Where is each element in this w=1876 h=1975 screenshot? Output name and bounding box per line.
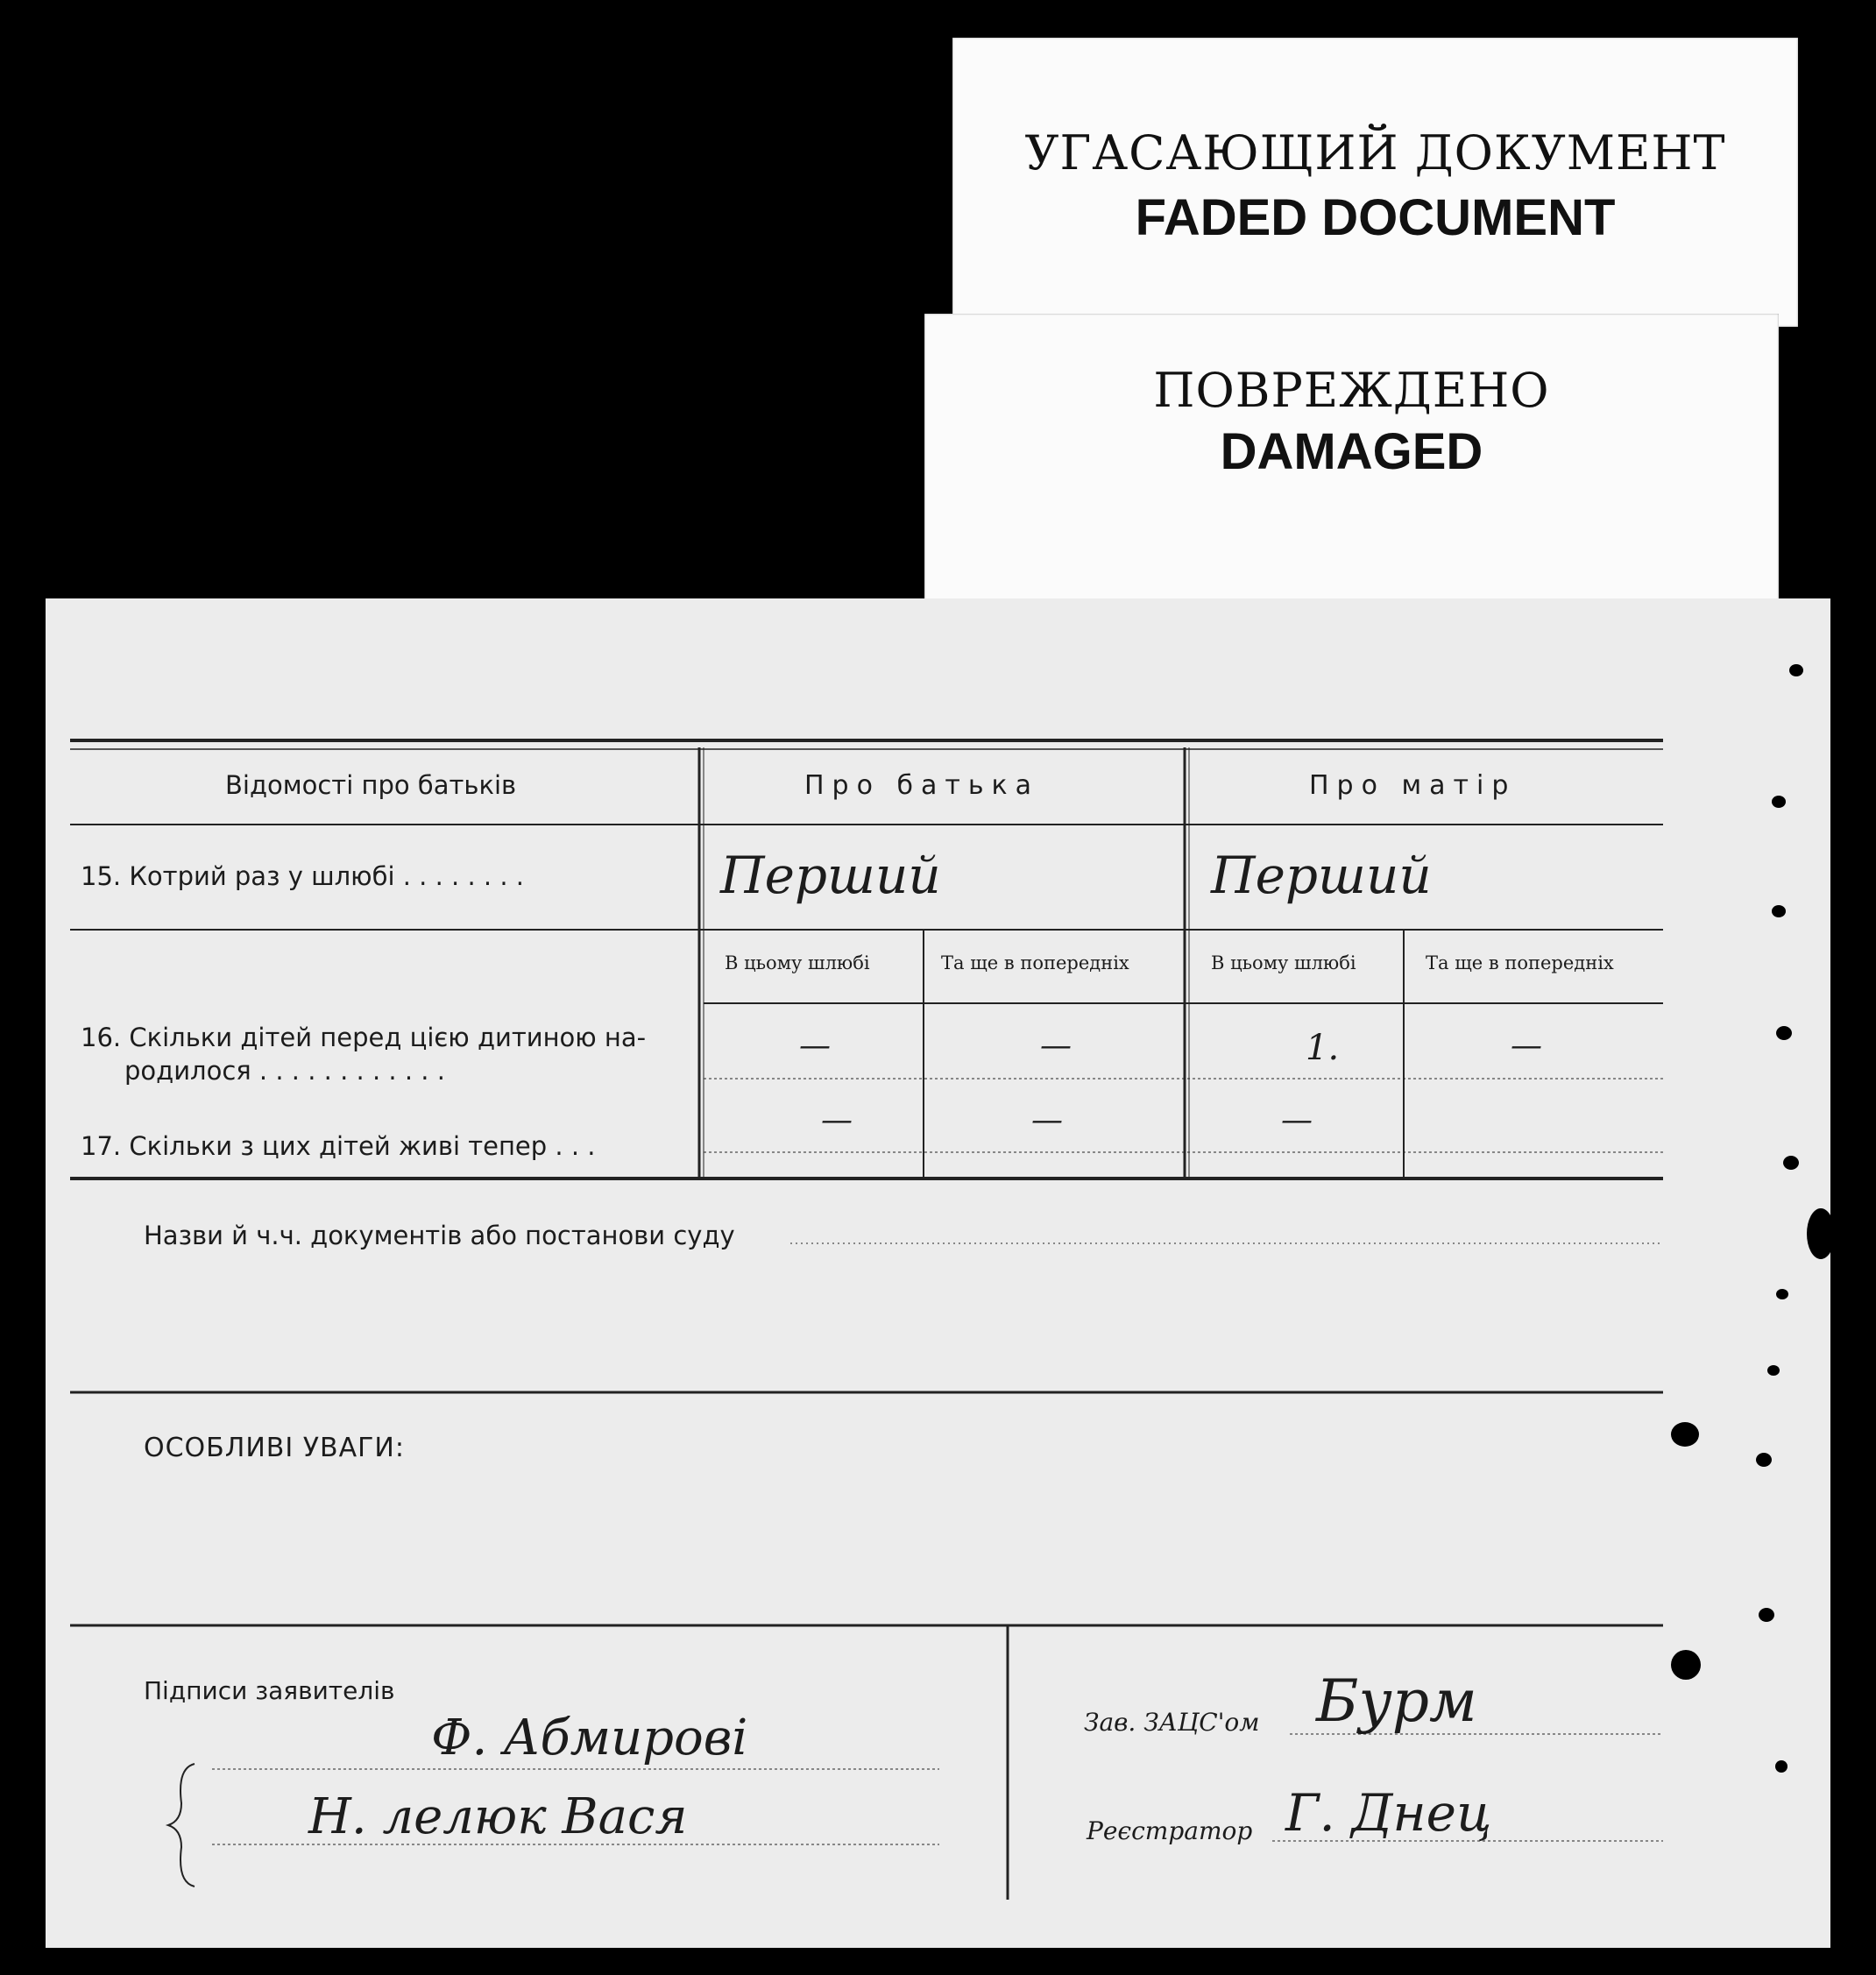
punch-hole bbox=[1776, 1026, 1792, 1040]
punch-hole bbox=[1807, 1208, 1835, 1259]
row16-father-this: — bbox=[799, 1028, 831, 1064]
row17-father-this: — bbox=[821, 1102, 853, 1138]
faded-label-en: FADED DOCUMENT bbox=[1135, 189, 1616, 246]
row15-father-value: Перший bbox=[720, 846, 941, 905]
damaged-label-ru: ПОВРЕЖДЕНО bbox=[1153, 363, 1550, 418]
father-this-marriage: В цьому шлюбі bbox=[725, 952, 870, 973]
registrar-label: Реєстратор bbox=[1087, 1816, 1253, 1845]
father-previous: Та ще в попередніх bbox=[941, 952, 1129, 973]
mother-this-marriage: В цьому шлюбі bbox=[1211, 952, 1356, 973]
row15-mother-value: Перший bbox=[1211, 846, 1432, 905]
punch-hole bbox=[1756, 1453, 1772, 1467]
punch-hole bbox=[1783, 1156, 1799, 1170]
row16-father-prev: — bbox=[1040, 1028, 1072, 1064]
head-registry-signature: Бурм bbox=[1316, 1667, 1477, 1735]
punch-hole bbox=[1776, 1289, 1788, 1299]
mother-header: Про матір bbox=[1309, 770, 1517, 801]
father-header: Про батька bbox=[804, 770, 1040, 801]
punch-hole bbox=[1772, 905, 1786, 917]
punch-hole bbox=[1671, 1650, 1701, 1680]
damaged-label bbox=[924, 314, 1779, 613]
applicants-signatures-label: Підписи заявителів bbox=[144, 1676, 395, 1705]
row16-mother-prev: — bbox=[1511, 1028, 1542, 1064]
punch-hole bbox=[1767, 1365, 1780, 1376]
row16-mother-this: 1. bbox=[1306, 1028, 1340, 1068]
faded-document-label bbox=[952, 38, 1798, 327]
punch-hole bbox=[1775, 1760, 1788, 1773]
row17-father-prev: — bbox=[1031, 1102, 1063, 1138]
form-grid-lines bbox=[46, 598, 1830, 1948]
row16-label-line1: 16. Скільки дітей перед цією дитиною на- bbox=[81, 1023, 647, 1052]
damaged-label-en: DAMAGED bbox=[1220, 423, 1483, 480]
row17-mother-this: — bbox=[1281, 1102, 1313, 1138]
registry-form-sheet bbox=[46, 598, 1830, 1948]
row17-label: 17. Скільки з цих дітей живі тепер . . . bbox=[81, 1131, 596, 1161]
row15-label: 15. Котрий раз у шлюбі . . . . . . . . bbox=[81, 861, 524, 891]
punch-hole bbox=[1789, 664, 1803, 676]
punch-hole bbox=[1671, 1422, 1699, 1447]
punch-hole bbox=[1772, 796, 1786, 808]
mother-previous: Та ще в попередніх bbox=[1426, 952, 1614, 973]
registrar-signature: Г. Днец bbox=[1285, 1783, 1492, 1843]
applicant1-signature: Ф. Абмирові bbox=[431, 1710, 748, 1766]
row16-label-line2: родилося . . . . . . . . . . . . bbox=[124, 1056, 445, 1086]
applicant2-signature: Н. лелюк Вася bbox=[308, 1788, 688, 1845]
head-registry-label: Зав. ЗАЦС'ом bbox=[1084, 1708, 1260, 1737]
punch-hole bbox=[1759, 1608, 1774, 1622]
documents-label: Назви й ч.ч. документів або постанови суду bbox=[144, 1221, 735, 1250]
remarks-label: ОСОБЛИВІ УВАГИ: bbox=[144, 1433, 405, 1463]
parents-info-header: Відомості про батьків bbox=[225, 770, 517, 800]
faded-label-ru: УГАСАЮЩИЙ ДОКУМЕНТ bbox=[1024, 125, 1726, 181]
